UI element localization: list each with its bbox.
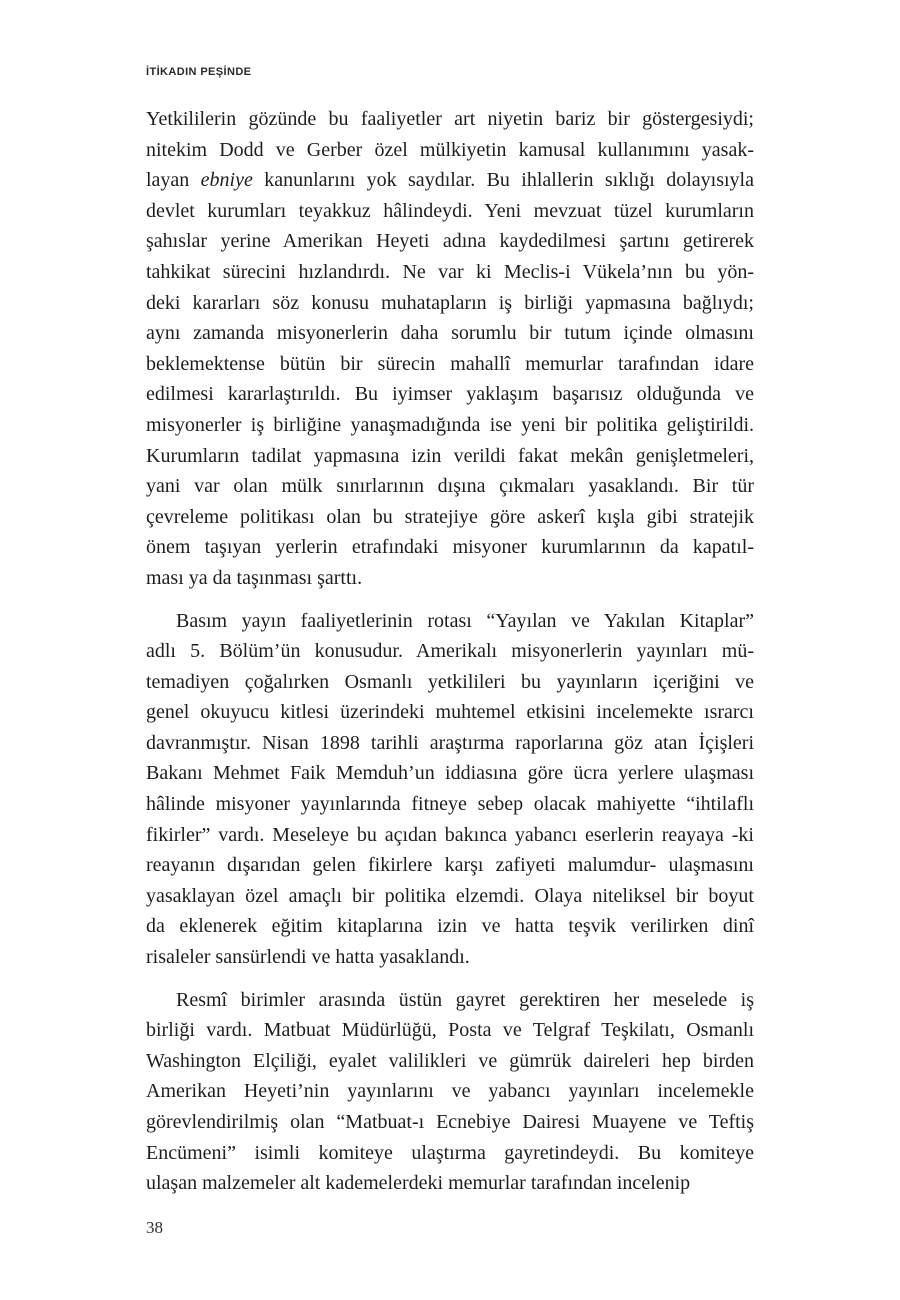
text-line: reayanın dışarıdan gelen fikirlere karşı zafiyeti malumdur- ulaşmasını xyxy=(146,854,754,877)
text-line: Kurumların tadilat yapmasına izin verildi fakat mekân genişletmeleri, xyxy=(146,444,754,467)
text-line: Resmî birimler arasında üstün gayret gerektiren her meselede iş xyxy=(176,988,754,1011)
text-line: şahıslar yerine Amerikan Heyeti adına kaydedilmesi şartını getirerek xyxy=(146,230,754,253)
text-line: görevlendirilmiş olan “Matbuat-ı Ecnebiye Dairesi Muayene ve Teftiş xyxy=(146,1111,754,1133)
text-line: Amerikan Heyeti’nin yayınlarını ve yabancı yayınları incelemekle xyxy=(146,1080,754,1103)
body-text xyxy=(146,104,754,1211)
text-line: devlet kurumları teyakkuz hâlindeydi. Yeni mevzuat tüzel kurumların xyxy=(146,199,754,222)
text-line: beklemektense bütün bir sürecin mahallî memurlar tarafından idare xyxy=(146,352,754,375)
running-header: İTİKADIN PEŞİNDE xyxy=(146,66,252,78)
text-line: ulaşan malzemeler alt kademelerdeki memurlar tarafından incelenip xyxy=(146,1172,691,1195)
text-line: Encümeni” isimli komiteye ulaştırma gayretindeydi. Bu komiteye xyxy=(146,1141,754,1164)
text-line: Basım yayın faaliyetlerinin rotası “Yayılan ve Yakılan Kitaplar” xyxy=(176,609,754,632)
text-line: adlı 5. Bölüm’ün konusudur. Amerikalı misyonerlerin yayınları mü- xyxy=(146,640,754,663)
text-line: temadiyen çoğalırken Osmanlı yetkilileri bu yayınların içeriğini ve xyxy=(146,670,754,693)
text-line: yasaklayan özel amaçlı bir politika elzemdi. Olaya niteliksel bir boyut xyxy=(146,884,754,907)
text-line: layan ebniye kanunlarını yok saydılar. Bu ihlallerin sıklığı dolayısıyla xyxy=(146,169,754,192)
text-line: birliği vardı. Matbuat Müdürlüğü, Posta ve Telgraf Teşkilatı, Osmanlı xyxy=(146,1019,754,1042)
text-line: risaleler sansürlendi ve hatta yasaklandı. xyxy=(146,946,470,969)
text-line: genel okuyucu kitlesi üzerindeki muhtemel etkisini incelemekte ısrarcı xyxy=(146,701,754,724)
text-line: misyonerler iş birliğine yanaşmadığında ise yeni bir politika geliştirildi. xyxy=(146,413,754,436)
paragraph xyxy=(146,104,754,594)
text-line: Washington Elçiliği, eyalet valilikleri ve gümrük daireleri hep birden xyxy=(146,1049,754,1072)
text-line: önem taşıyan yerlerin etrafındaki misyoner kurumlarının da kapatıl- xyxy=(146,536,754,559)
text-line: Yetkililerin gözünde bu faaliyetler art niyetin bariz bir göstergesiydi; xyxy=(146,108,754,130)
text-line: ması ya da taşınması şarttı. xyxy=(146,566,363,589)
text-line: tahkikat sürecini hızlandırdı. Ne var ki Meclis-i Vükela’nın bu yön- xyxy=(146,260,754,283)
text-line: hâlinde misyoner yayınlarında fitneye sebep olacak mahiyette “ihtilaflı xyxy=(146,793,754,816)
page-number: 38 xyxy=(146,1218,163,1237)
text-line: deki kararları söz konusu muhatapların iş birliği yapmasına bağlıydı; xyxy=(146,291,754,314)
text-line: Bakanı Mehmet Faik Memduh’un iddiasına göre ücra yerlere ulaşması xyxy=(146,762,754,785)
text-line: edilmesi kararlaştırıldı. Bu iyimser yaklaşım başarısız olduğunda ve xyxy=(146,383,754,406)
paragraph xyxy=(146,606,754,973)
text-line: aynı zamanda misyonerlerin daha sorumlu bir tutum içinde olmasını xyxy=(146,322,754,345)
text-line: çevreleme politikası olan bu stratejiye göre askerî kışla gibi stratejik xyxy=(146,505,754,528)
paragraph xyxy=(146,985,754,1199)
text-line: da eklenerek eğitim kitaplarına izin ve hatta teşvik verilirken dinî xyxy=(146,915,754,938)
text-line: fikirler” vardı. Meseleye bu açıdan bakınca yabancı eserlerin reayaya -ki xyxy=(146,823,754,846)
text-line: nitekim Dodd ve Gerber özel mülkiyetin kamusal kullanımını yasak- xyxy=(146,138,754,161)
text-line: davranmıştır. Nisan 1898 tarihli araştırma raporlarına göz atan İçişleri xyxy=(146,731,754,754)
text-line: yani var olan mülk sınırlarının dışına çıkmaları yasaklandı. Bir tür xyxy=(146,475,754,498)
